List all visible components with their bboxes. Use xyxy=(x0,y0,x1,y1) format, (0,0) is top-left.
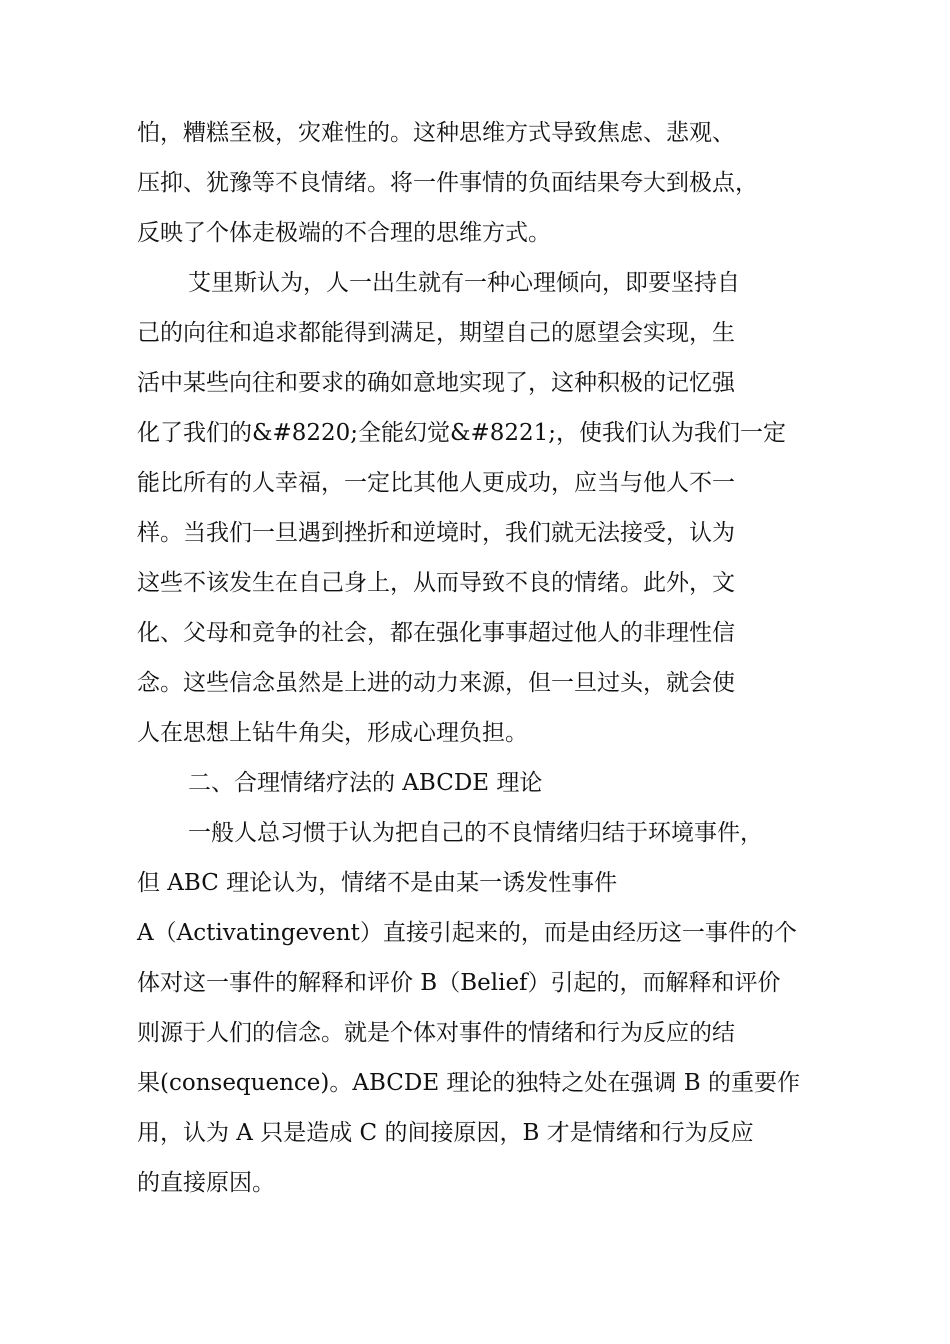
text-line: 念。这些信念虽然是上进的动力来源，但一旦过头，就会使 xyxy=(137,670,735,696)
text-line: 活中某些向往和要求的确如意地实现了，这种积极的记忆强 xyxy=(137,370,735,396)
text-line: A（Activatingevent）直接引起来的，而是由经历这一事件的个 xyxy=(137,920,797,946)
text-line: 能比所有的人幸福，一定比其他人更成功，应当与他人不一 xyxy=(137,470,735,496)
text-line: 反映了个体走极端的不合理的思维方式。 xyxy=(137,220,551,246)
text-line: 体对这一事件的解释和评价 B（Belief）引起的，而解释和评价 xyxy=(137,970,781,996)
text-line: 怕，糟糕至极，灾难性的。这种思维方式导致焦虑、悲观、 xyxy=(137,120,735,146)
text-line: 则源于人们的信念。就是个体对事件的情绪和行为反应的结 xyxy=(137,1020,735,1046)
text-line: 化、父母和竞争的社会，都在强化事事超过他人的非理性信 xyxy=(137,620,735,646)
paragraph-first-line: 艾里斯认为，人一出生就有一种心理倾向，即要坚持自 xyxy=(188,270,740,296)
paragraph-first-line: 一般人总习惯于认为把自己的不良情绪归结于环境事件， xyxy=(188,820,763,846)
text-line: 用，认为 A 只是造成 C 的间接原因，B 才是情绪和行为反应 xyxy=(137,1120,754,1146)
text-line: 压抑、犹豫等不良情绪。将一件事情的负面结果夸大到极点， xyxy=(137,170,758,196)
text-line: 样。当我们一旦遇到挫折和逆境时，我们就无法接受，认为 xyxy=(137,520,735,546)
text-line: 的直接原因。 xyxy=(137,1170,275,1196)
text-line: 这些不该发生在自己身上，从而导致不良的情绪。此外，文 xyxy=(137,570,735,596)
text-line: 化了我们的&#8220;全能幻觉&#8221;，使我们认为我们一定 xyxy=(137,420,787,446)
text-line: 人在思想上钻牛角尖，形成心理负担。 xyxy=(137,720,528,746)
text-line: 己的向往和追求都能得到满足，期望自己的愿望会实现，生 xyxy=(137,320,735,346)
text-line: 果(consequence)。ABCDE 理论的独特之处在强调 B 的重要作 xyxy=(137,1070,800,1096)
section-heading: 二、合理情绪疗法的 ABCDE 理论 xyxy=(188,770,543,796)
text-line: 但 ABC 理论认为，情绪不是由某一诱发性事件 xyxy=(137,870,618,896)
